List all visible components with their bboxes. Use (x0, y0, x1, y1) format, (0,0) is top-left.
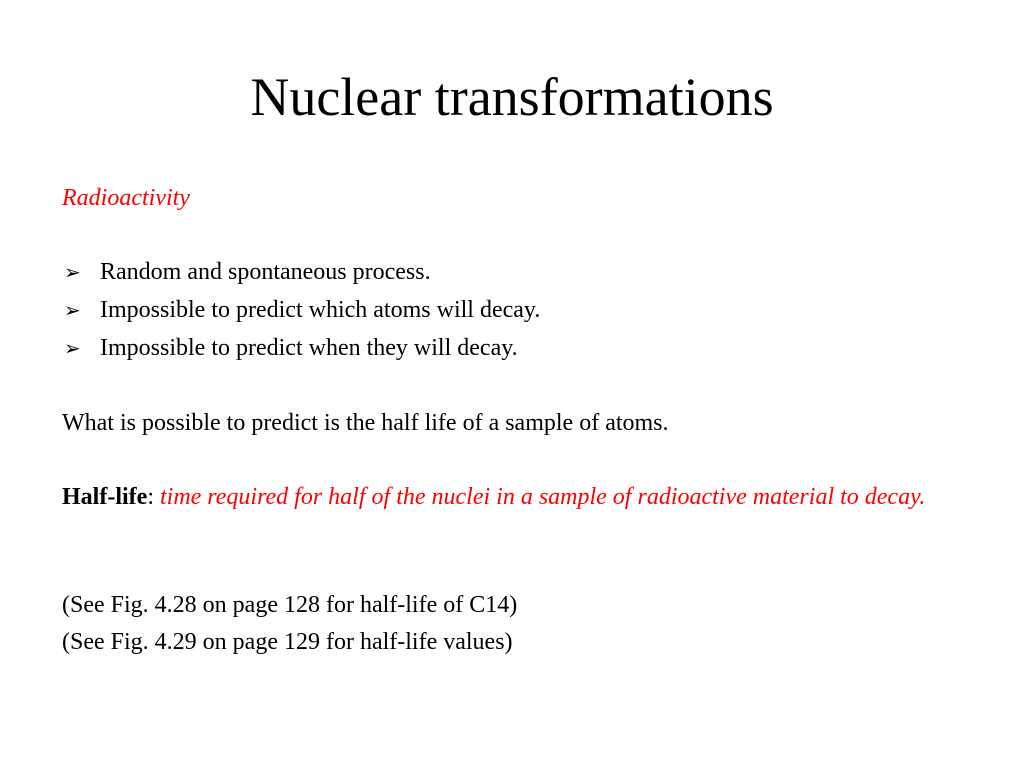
half-life-definition (62, 483, 962, 512)
slide-title: Nuclear transformations (250, 67, 774, 127)
bullet-item (64, 295, 540, 325)
definition-term: Half-life (62, 484, 148, 510)
arrow-bullet-icon: ➢ (64, 260, 81, 284)
definition-separator: : (147, 484, 160, 510)
figure-reference: (See Fig. 4.29 on page 129 for half-life values) (62, 629, 513, 655)
prediction-paragraph: What is possible to predict is the half life of a sample of atoms. (62, 410, 669, 436)
definition-text: time required for half of the nuclei in a sample of radioactive material to decay. (159, 484, 926, 510)
bullet-text: Random and spontaneous process. (100, 259, 431, 285)
arrow-bullet-icon: ➢ (64, 336, 81, 360)
bullet-item (64, 257, 431, 287)
section-subtitle: Radioactivity (62, 185, 190, 211)
arrow-bullet-icon: ➢ (64, 298, 81, 322)
bullet-text: Impossible to predict which atoms will decay. (100, 297, 541, 323)
bullet-item (64, 333, 518, 363)
figure-reference: (See Fig. 4.28 on page 128 for half-life of C14) (62, 592, 518, 618)
bullet-text: Impossible to predict when they will decay. (100, 335, 518, 361)
